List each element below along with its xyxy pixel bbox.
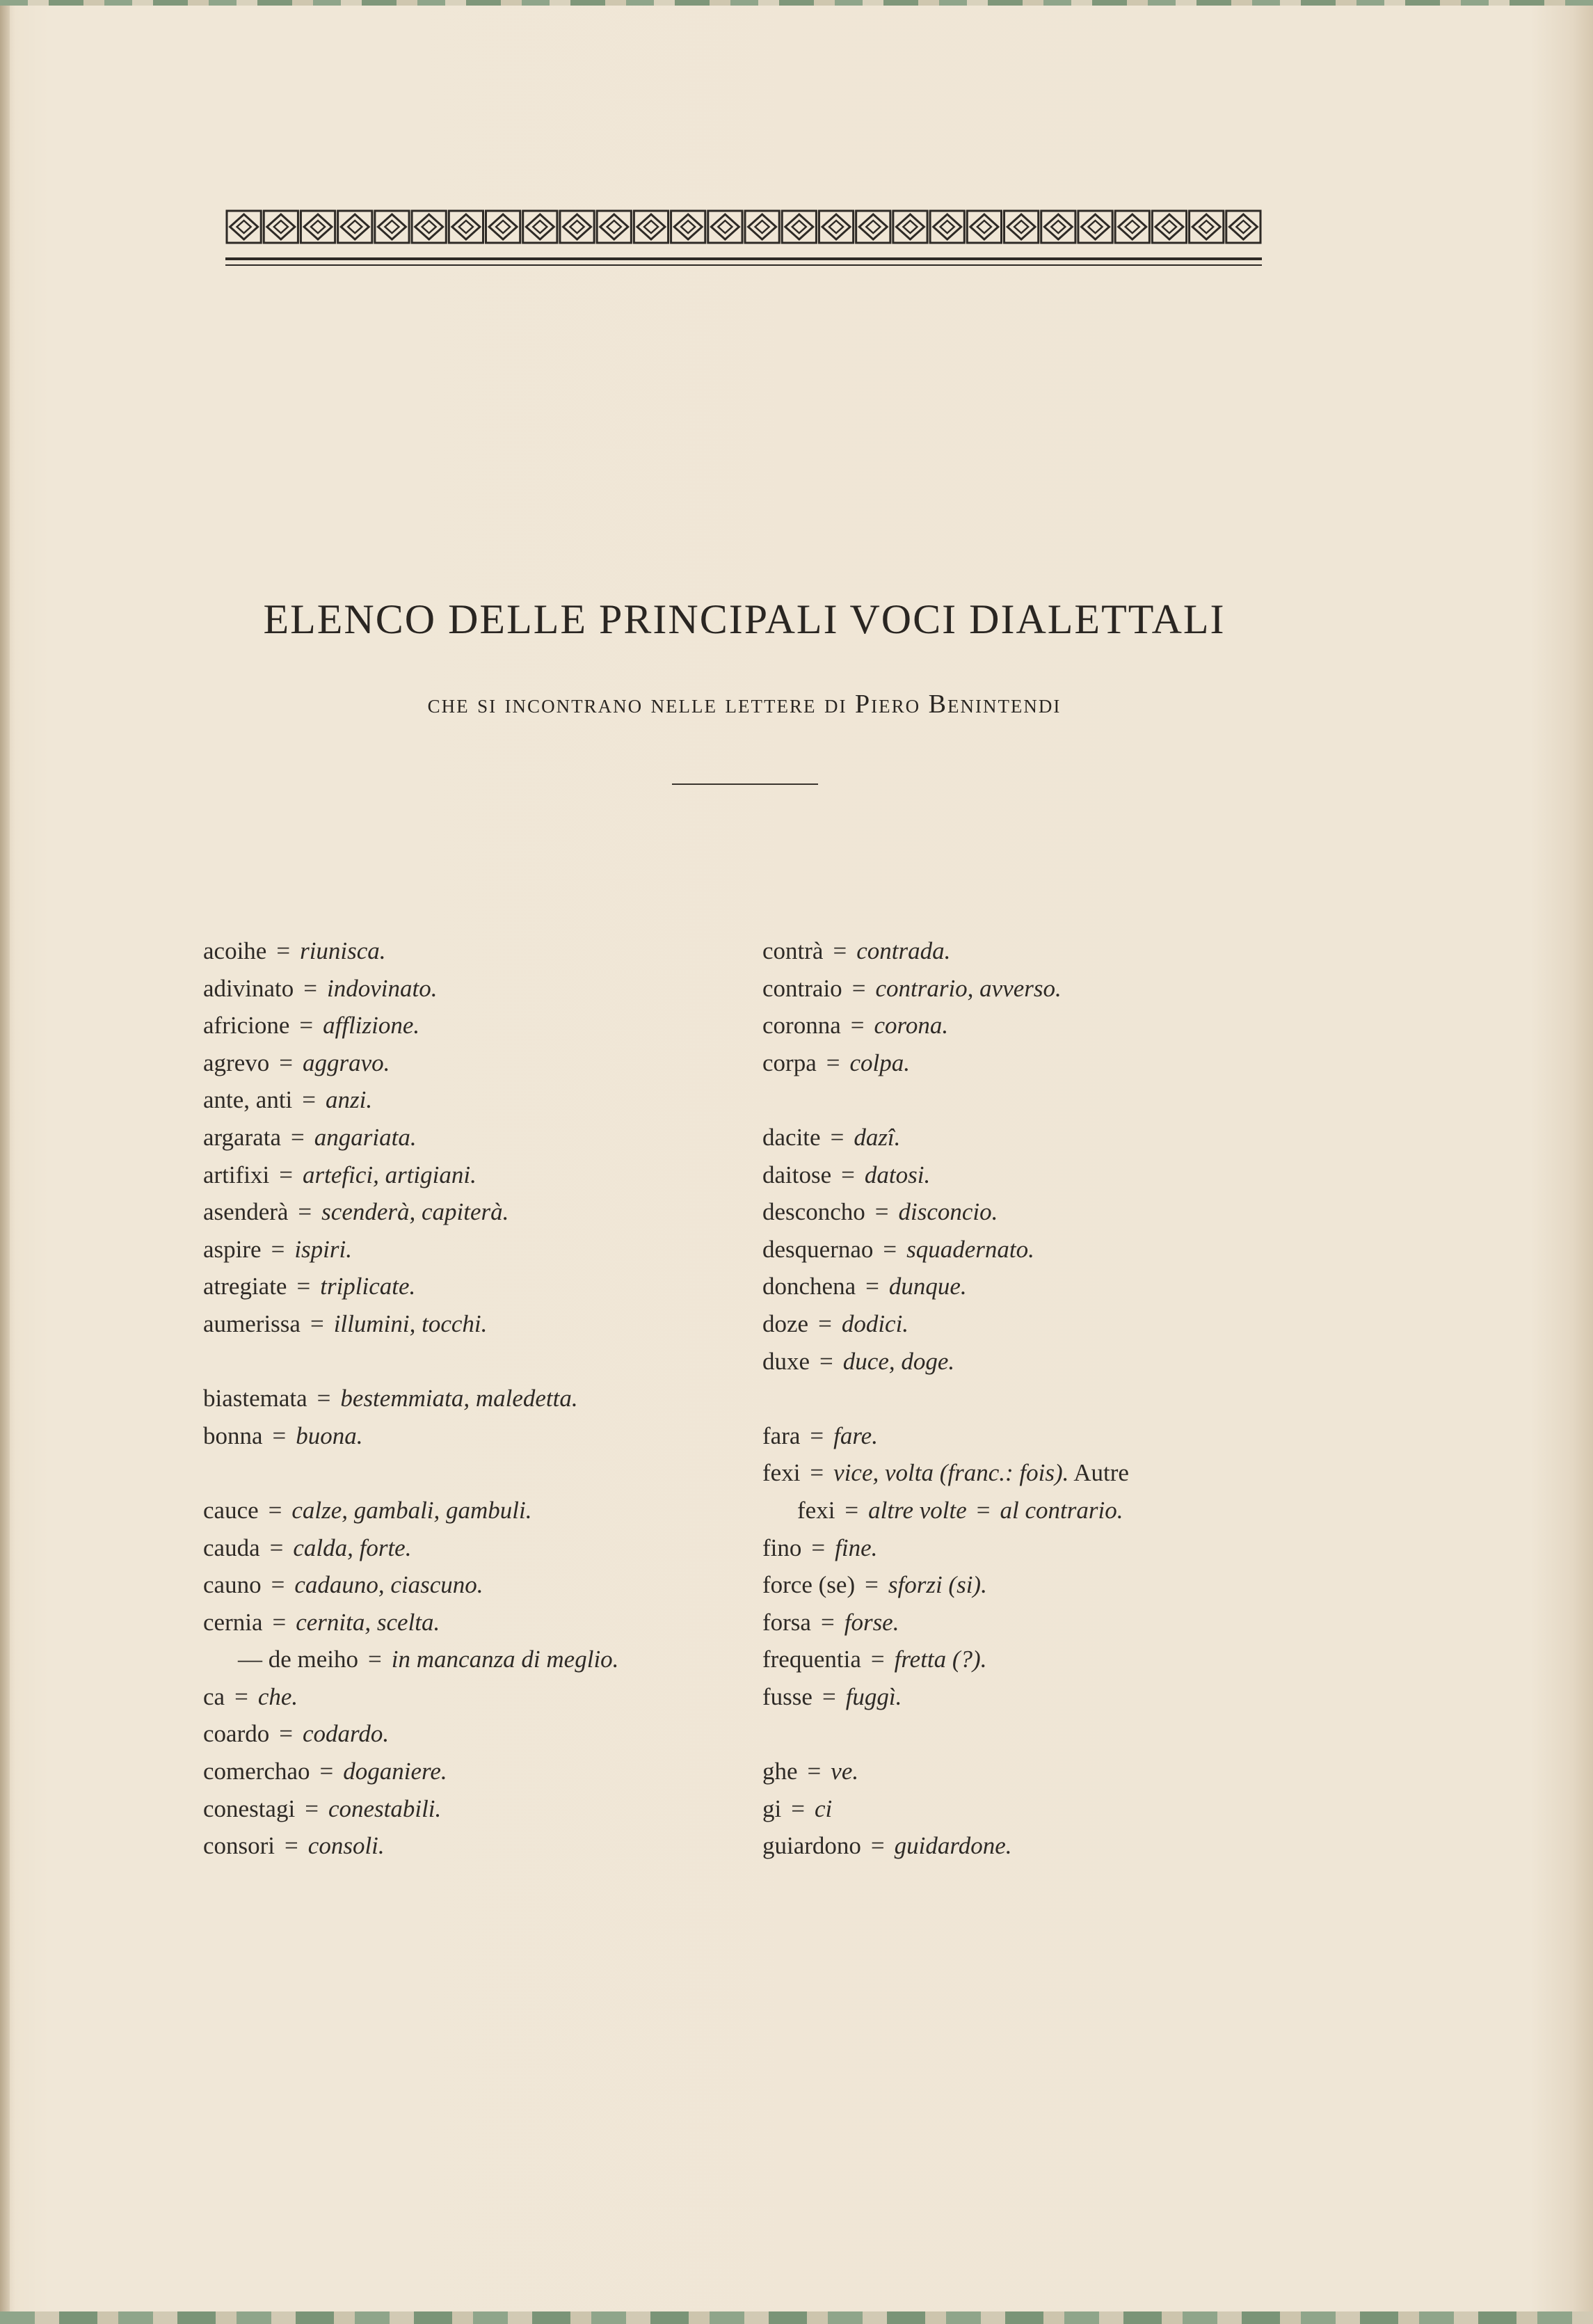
page-subtitle: che si incontrano nelle lettere di Piero Benintendi bbox=[427, 690, 1062, 719]
entry-term: contraio bbox=[762, 974, 842, 1002]
glossary-entry bbox=[762, 1417, 1333, 1455]
glossary-entry bbox=[762, 970, 1333, 1008]
equals-sign: = bbox=[819, 1347, 833, 1375]
equals-sign: = bbox=[865, 1273, 879, 1300]
ornament-motif bbox=[930, 211, 964, 243]
ornament-motif bbox=[1041, 211, 1075, 243]
glossary-entry bbox=[203, 1231, 746, 1268]
entry-gloss: fretta (?). bbox=[894, 1646, 987, 1673]
glossary-entry bbox=[203, 1156, 746, 1194]
entry-gloss: altre volte bbox=[868, 1496, 967, 1524]
entry-term: — de meiho bbox=[238, 1646, 359, 1673]
equals-sign: = bbox=[269, 1534, 284, 1561]
entry-term: coronna bbox=[762, 1012, 841, 1040]
entry-term: cernia bbox=[203, 1608, 263, 1636]
bottom-cover-strip bbox=[0, 2311, 1593, 2324]
glossary-entry bbox=[203, 1641, 746, 1678]
entry-term: ca bbox=[203, 1682, 225, 1710]
entry-spacer bbox=[762, 1380, 1333, 1417]
glossary-entry bbox=[762, 1007, 1333, 1044]
entry-term: gi bbox=[762, 1794, 782, 1822]
entry-gloss: afflizione. bbox=[323, 1012, 420, 1040]
equals-sign: = bbox=[976, 1496, 991, 1524]
glossary-entry bbox=[762, 1790, 1333, 1828]
glossary-entry bbox=[762, 1343, 1333, 1380]
equals-sign: = bbox=[811, 1534, 826, 1561]
glossary-entry bbox=[203, 1268, 746, 1305]
page-title: ELENCO DELLE PRINCIPALI VOCI DIALETTALI bbox=[263, 596, 1226, 642]
ornament-motif bbox=[560, 211, 594, 243]
entry-term: atregiate bbox=[203, 1273, 287, 1300]
ornament-motif bbox=[856, 211, 890, 243]
glossary-entry bbox=[762, 1529, 1333, 1567]
entry-gloss: sforzi (si). bbox=[888, 1571, 987, 1599]
entry-gloss: anzi. bbox=[326, 1086, 373, 1114]
equals-sign: = bbox=[810, 1459, 824, 1487]
entry-term: fexi bbox=[797, 1496, 835, 1524]
ornament-motif bbox=[782, 211, 816, 243]
entry-gloss-secondary: al contrario. bbox=[1000, 1496, 1123, 1524]
ornament-motif bbox=[523, 211, 557, 243]
title-divider bbox=[672, 783, 818, 785]
entry-gloss: consoli. bbox=[307, 1832, 385, 1860]
entry-term: artifixi bbox=[203, 1161, 270, 1188]
equals-sign: = bbox=[271, 1571, 285, 1599]
ornament-motif bbox=[227, 211, 261, 243]
entry-tail: Autre bbox=[1068, 1459, 1129, 1487]
left-glossary-column bbox=[203, 932, 746, 1865]
equals-sign: = bbox=[820, 1608, 835, 1636]
glossary-entry bbox=[762, 1492, 1333, 1529]
glossary-entry bbox=[762, 1119, 1333, 1156]
equals-sign: = bbox=[883, 1235, 897, 1263]
equals-sign: = bbox=[368, 1646, 382, 1673]
entry-term: corpa bbox=[762, 1049, 817, 1076]
equals-sign: = bbox=[234, 1682, 248, 1710]
entry-term: consori bbox=[203, 1832, 275, 1860]
equals-sign: = bbox=[833, 937, 847, 964]
entry-term: ghe bbox=[762, 1758, 798, 1785]
ornament-motif bbox=[1115, 211, 1149, 243]
entry-term: desquernao bbox=[762, 1235, 874, 1263]
glossary-entry bbox=[203, 1604, 746, 1641]
entry-spacer bbox=[762, 1081, 1333, 1119]
entry-gloss: dunque. bbox=[888, 1273, 967, 1300]
entry-term: fexi bbox=[762, 1459, 801, 1487]
entry-spacer bbox=[203, 1454, 746, 1492]
equals-sign: = bbox=[319, 1758, 334, 1785]
glossary-entry bbox=[203, 1081, 746, 1119]
glossary-entry bbox=[203, 1827, 746, 1865]
entry-gloss: che. bbox=[257, 1682, 298, 1710]
ornament-motif bbox=[893, 211, 927, 243]
entry-gloss: fuggì. bbox=[845, 1682, 902, 1710]
entry-gloss: illumini, tocchi. bbox=[333, 1310, 488, 1337]
glossary-entry bbox=[203, 1380, 746, 1417]
equals-sign: = bbox=[302, 1086, 317, 1114]
glossary-entry bbox=[203, 1753, 746, 1790]
glossary-entry bbox=[203, 1492, 746, 1529]
entry-gloss: cadauno, ciascuno. bbox=[294, 1571, 483, 1599]
header-rule-thin bbox=[225, 264, 1262, 266]
equals-sign: = bbox=[296, 1273, 311, 1300]
equals-sign: = bbox=[791, 1794, 805, 1822]
equals-sign: = bbox=[279, 1720, 293, 1748]
ornament-motif bbox=[1226, 211, 1260, 243]
glossary-entry bbox=[203, 1044, 746, 1082]
glossary-entry bbox=[762, 1231, 1333, 1268]
ornamental-border bbox=[225, 209, 1262, 245]
entry-term: coardo bbox=[203, 1720, 270, 1748]
glossary-entry bbox=[203, 1417, 746, 1455]
glossary-entry bbox=[762, 1678, 1333, 1716]
equals-sign: = bbox=[851, 974, 866, 1002]
entry-term: duxe bbox=[762, 1347, 810, 1375]
entry-gloss: conestabili. bbox=[328, 1794, 442, 1822]
right-glossary-column bbox=[762, 932, 1333, 1865]
glossary-entry bbox=[762, 1566, 1333, 1604]
entry-gloss: bestemmiata, maledetta. bbox=[340, 1385, 578, 1412]
ornament-motif bbox=[634, 211, 668, 243]
entry-gloss: aggravo. bbox=[302, 1049, 390, 1076]
ornament-motif bbox=[486, 211, 520, 243]
ornament-motif bbox=[338, 211, 372, 243]
glossary-entry bbox=[203, 1007, 746, 1044]
ornament-motif bbox=[745, 211, 779, 243]
entry-gloss: angariata. bbox=[314, 1123, 417, 1151]
equals-sign: = bbox=[291, 1123, 305, 1151]
entry-term: aspire bbox=[203, 1235, 262, 1263]
ornament-motif bbox=[671, 211, 705, 243]
entry-gloss: indovinato. bbox=[327, 974, 438, 1002]
equals-sign: = bbox=[299, 1012, 314, 1040]
entry-term: guiardono bbox=[762, 1832, 861, 1860]
entry-term: force (se) bbox=[762, 1571, 856, 1599]
ornament-motif bbox=[375, 211, 409, 243]
entry-gloss: fare. bbox=[833, 1422, 878, 1449]
entry-term: agrevo bbox=[203, 1049, 270, 1076]
entry-term: daitose bbox=[762, 1161, 832, 1188]
glossary-entry bbox=[203, 1305, 746, 1343]
equals-sign: = bbox=[272, 1422, 287, 1449]
entry-gloss: codardo. bbox=[302, 1720, 390, 1748]
entry-term: aumerissa bbox=[203, 1310, 301, 1337]
entry-term: fino bbox=[762, 1534, 802, 1561]
equals-sign: = bbox=[303, 974, 317, 1002]
ornament-motif bbox=[301, 211, 335, 243]
ornament-motif bbox=[1152, 211, 1186, 243]
entry-term: desconcho bbox=[762, 1198, 865, 1226]
entry-gloss: vice, volta (franc.: fois). bbox=[833, 1459, 1069, 1487]
ornament-motif bbox=[819, 211, 853, 243]
entry-gloss: buona. bbox=[296, 1422, 363, 1449]
equals-sign: = bbox=[285, 1832, 298, 1860]
glossary-entry bbox=[203, 1529, 746, 1567]
entry-term: cauda bbox=[203, 1534, 260, 1561]
entry-gloss: ve. bbox=[831, 1758, 859, 1785]
entry-term: doze bbox=[762, 1310, 809, 1337]
header-rule-thick bbox=[225, 257, 1262, 260]
entry-gloss: artefici, artigiani. bbox=[303, 1161, 477, 1188]
equals-sign: = bbox=[870, 1646, 885, 1673]
ornament-motif bbox=[708, 211, 742, 243]
equals-sign: = bbox=[807, 1758, 822, 1785]
entry-term: cauno bbox=[203, 1571, 262, 1599]
glossary-entry bbox=[203, 1678, 746, 1716]
glossary-entry bbox=[762, 1044, 1333, 1082]
equals-sign: = bbox=[870, 1832, 885, 1860]
entry-gloss: colpa. bbox=[849, 1049, 910, 1076]
equals-sign: = bbox=[818, 1310, 832, 1337]
entry-gloss: triplicate. bbox=[320, 1273, 416, 1300]
entry-gloss: squadernato. bbox=[906, 1235, 1034, 1263]
entry-term: fusse bbox=[762, 1682, 812, 1710]
glossary-entry bbox=[762, 1156, 1333, 1194]
entry-gloss: ci bbox=[814, 1794, 833, 1822]
entry-gloss: ispiri. bbox=[294, 1235, 352, 1263]
equals-sign: = bbox=[874, 1198, 889, 1226]
glossary-entry bbox=[762, 1604, 1333, 1641]
entry-term: donchena bbox=[762, 1273, 856, 1300]
entry-term: contrà bbox=[762, 937, 824, 964]
entry-spacer bbox=[203, 1343, 746, 1380]
entry-gloss: riunisca. bbox=[300, 937, 386, 964]
ornament-motif bbox=[1004, 211, 1039, 243]
ornament-motif bbox=[1190, 211, 1224, 243]
ornament-motif bbox=[412, 211, 446, 243]
ornament-motif bbox=[1078, 211, 1112, 243]
entry-term: adivinato bbox=[203, 974, 294, 1002]
equals-sign: = bbox=[830, 1123, 844, 1151]
equals-sign: = bbox=[305, 1794, 319, 1822]
ornament-motif bbox=[264, 211, 298, 243]
equals-sign: = bbox=[298, 1198, 312, 1226]
entry-gloss: dodici. bbox=[841, 1310, 909, 1337]
glossary-entry bbox=[762, 932, 1333, 970]
entry-gloss: corona. bbox=[874, 1012, 949, 1040]
top-cover-strip bbox=[0, 0, 1593, 6]
entry-gloss: duce, doge. bbox=[842, 1347, 955, 1375]
entry-gloss: calze, gambali, gambuli. bbox=[291, 1496, 532, 1524]
glossary-entry bbox=[762, 1454, 1333, 1492]
entry-term: ante, anti bbox=[203, 1086, 293, 1114]
entry-term: fara bbox=[762, 1422, 801, 1449]
glossary-entry bbox=[203, 932, 746, 970]
glossary-entry bbox=[762, 1753, 1333, 1790]
equals-sign: = bbox=[850, 1012, 865, 1040]
entry-term: frequentia bbox=[762, 1646, 861, 1673]
entry-term: dacite bbox=[762, 1123, 821, 1151]
equals-sign: = bbox=[279, 1161, 293, 1188]
glossary-entry bbox=[762, 1827, 1333, 1865]
equals-sign: = bbox=[279, 1049, 293, 1076]
entry-term: comerchao bbox=[203, 1758, 310, 1785]
entry-gloss: contrada. bbox=[856, 937, 951, 964]
equals-sign: = bbox=[276, 937, 291, 964]
entry-term: africione bbox=[203, 1012, 290, 1040]
entry-gloss: doganiere. bbox=[343, 1758, 447, 1785]
equals-sign: = bbox=[272, 1608, 287, 1636]
equals-sign: = bbox=[810, 1422, 824, 1449]
equals-sign: = bbox=[317, 1385, 331, 1412]
entry-term: conestagi bbox=[203, 1794, 296, 1822]
glossary-entry bbox=[762, 1641, 1333, 1678]
entry-term: asenderà bbox=[203, 1198, 289, 1226]
entry-gloss: forse. bbox=[844, 1608, 899, 1636]
glossary-entry bbox=[203, 970, 746, 1008]
entry-term: forsa bbox=[762, 1608, 811, 1636]
entry-gloss: contrario, avverso. bbox=[875, 974, 1062, 1002]
entry-gloss: dazî. bbox=[854, 1123, 901, 1151]
equals-sign: = bbox=[841, 1161, 855, 1188]
ornament-motif bbox=[449, 211, 483, 243]
glossary-entry bbox=[203, 1566, 746, 1604]
glossary-entry bbox=[762, 1268, 1333, 1305]
ornament-motif bbox=[967, 211, 1001, 243]
equals-sign: = bbox=[865, 1571, 879, 1599]
entry-gloss: guidardone. bbox=[894, 1832, 1012, 1860]
glossary-entry bbox=[203, 1193, 746, 1231]
entry-gloss: scenderà, capiterà. bbox=[321, 1198, 509, 1226]
glossary-entry bbox=[203, 1790, 746, 1828]
equals-sign: = bbox=[271, 1235, 285, 1263]
equals-sign: = bbox=[826, 1049, 840, 1076]
glossary-entry bbox=[203, 1119, 746, 1156]
entry-term: bonna bbox=[203, 1422, 263, 1449]
ornament-motif bbox=[597, 211, 631, 243]
entry-term: biastemata bbox=[203, 1385, 307, 1412]
entry-term: cauce bbox=[203, 1496, 259, 1524]
glossary-entry bbox=[762, 1193, 1333, 1231]
entry-gloss: fine. bbox=[835, 1534, 878, 1561]
entry-gloss: cernita, scelta. bbox=[296, 1608, 440, 1636]
entry-term: acoihe bbox=[203, 937, 267, 964]
entry-term: argarata bbox=[203, 1123, 282, 1151]
equals-sign: = bbox=[268, 1496, 282, 1524]
glossary-entry bbox=[203, 1715, 746, 1753]
entry-gloss: disconcio. bbox=[898, 1198, 998, 1226]
entry-spacer bbox=[762, 1715, 1333, 1753]
equals-sign: = bbox=[310, 1310, 324, 1337]
entry-gloss: calda, forte. bbox=[293, 1534, 412, 1561]
entry-gloss: datosi. bbox=[864, 1161, 931, 1188]
entry-gloss: in mancanza di meglio. bbox=[391, 1646, 619, 1673]
equals-sign: = bbox=[844, 1496, 859, 1524]
binding-edge bbox=[0, 0, 10, 2324]
glossary-entry bbox=[762, 1305, 1333, 1343]
equals-sign: = bbox=[822, 1682, 836, 1710]
